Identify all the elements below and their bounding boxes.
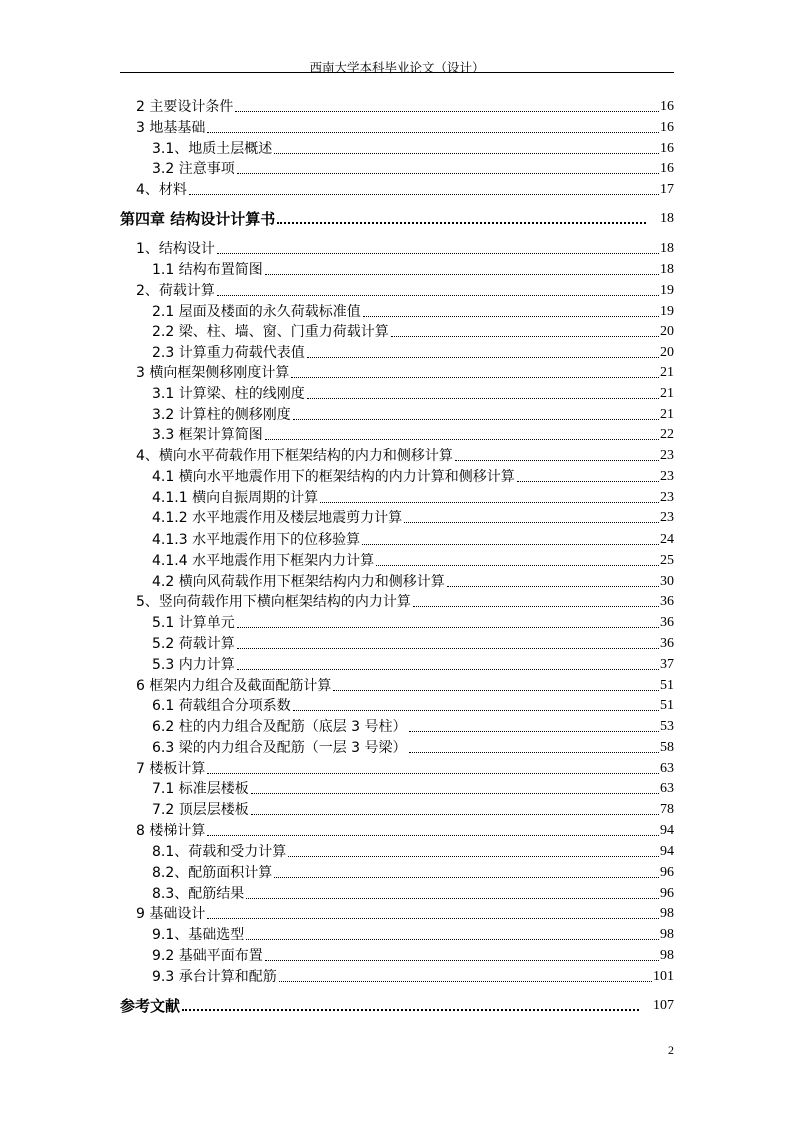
- toc-entry-page: 96: [660, 865, 674, 880]
- toc-entry-title: 3.2 注意事项: [152, 161, 235, 177]
- toc-entry-title: 6 框架内力组合及截面配筋计算: [136, 678, 332, 694]
- toc-entry-page: 98: [660, 948, 674, 963]
- toc-entry[interactable]: [152, 552, 674, 570]
- toc-entry[interactable]: [152, 261, 674, 279]
- toc-entry-page: 18: [660, 262, 674, 277]
- toc-entry[interactable]: [152, 344, 674, 362]
- toc-leader-dots: [207, 918, 659, 919]
- toc-entry-title: 9.3 承台计算和配筋: [152, 969, 277, 985]
- toc-entry-page: 25: [660, 553, 674, 568]
- toc-entry-title: 4.1.2 水平地震作用及楼层地震剪力计算: [152, 510, 403, 526]
- toc-entry[interactable]: [152, 968, 674, 986]
- toc-leader-dots: [237, 627, 659, 628]
- toc-entry-title: 3.1 计算梁、柱的线刚度: [152, 386, 305, 402]
- toc-entry-page: 98: [660, 927, 674, 942]
- toc-entry[interactable]: [136, 593, 674, 611]
- toc-entry-title: 3.2 计算柱的侧移刚度: [152, 407, 291, 423]
- toc-leader-dots: [307, 398, 659, 399]
- toc-entry[interactable]: [152, 739, 674, 757]
- toc-entry-page: 30: [660, 574, 674, 589]
- toc-entry-title: 7 楼板计算: [136, 761, 206, 777]
- toc-leader-dots: [274, 153, 659, 154]
- toc-entry-page: 24: [660, 532, 674, 547]
- toc-entry-title: 2.3 计算重力荷载代表值: [152, 345, 305, 361]
- toc-entry-title: 8 楼梯计算: [136, 823, 206, 839]
- toc-entry-title: 8.2、配筋面积计算: [152, 865, 273, 881]
- toc-entry-page: 36: [660, 594, 674, 609]
- toc-leader-dots: [447, 586, 659, 587]
- toc-entry-page: 19: [660, 304, 674, 319]
- toc-entry-title: 5.1 计算单元: [152, 615, 235, 631]
- toc-leader-dots: [288, 856, 659, 857]
- toc-entry-title: 2.2 梁、柱、墙、窗、门重力荷载计算: [152, 324, 389, 340]
- toc-entry-page: 21: [660, 365, 674, 380]
- toc-entry-page: 20: [660, 324, 674, 339]
- toc-entry-page: 36: [660, 636, 674, 651]
- toc-leader-dots: [277, 222, 646, 224]
- toc-entry-title: 2.1 屋面及楼面的永久荷载标准值: [152, 304, 361, 320]
- toc-entry[interactable]: [152, 697, 674, 715]
- toc-entry-title: 9.1、基础选型: [152, 927, 245, 943]
- toc-leader-dots: [391, 336, 659, 337]
- toc-entry-page: 63: [660, 761, 674, 776]
- toc-leader-dots: [279, 981, 652, 982]
- toc-leader-dots: [237, 173, 659, 174]
- toc-entry-title: 5.3 内力计算: [152, 657, 235, 673]
- toc-entry-page: 37: [660, 657, 674, 672]
- toc-leader-dots: [235, 111, 659, 112]
- toc-leader-dots: [333, 690, 659, 691]
- toc-leader-dots: [182, 1009, 639, 1011]
- toc-entry-title: 参考文献: [120, 997, 181, 1015]
- toc-entry[interactable]: [152, 926, 674, 944]
- toc-leader-dots: [404, 522, 659, 523]
- toc-leader-dots: [293, 710, 659, 711]
- toc-entry-page: 22: [660, 427, 674, 442]
- toc-entry-page: 23: [660, 490, 674, 505]
- toc-entry-page: 20: [660, 345, 674, 360]
- toc-entry-page: 94: [660, 823, 674, 838]
- toc-entry-page: 16: [660, 120, 674, 135]
- toc-entry-title: 3.3 框架计算简图: [152, 427, 263, 443]
- toc-entry[interactable]: [152, 385, 674, 403]
- toc-entry[interactable]: [152, 426, 674, 444]
- toc-entry-page: 16: [660, 99, 674, 114]
- toc-entry-page: 101: [653, 969, 674, 984]
- toc-entry[interactable]: [152, 843, 674, 861]
- toc-entry[interactable]: [152, 160, 674, 178]
- toc-leader-dots: [265, 960, 659, 961]
- toc-entry-page: 51: [660, 698, 674, 713]
- toc-entry-page: 16: [660, 161, 674, 176]
- toc-entry-page: 17: [660, 182, 674, 197]
- toc-entry-title: 5.2 荷载计算: [152, 636, 235, 652]
- toc-entry-title: 7.2 顶层层楼板: [152, 802, 249, 818]
- toc-entry-page: 23: [660, 469, 674, 484]
- toc-entry[interactable]: [136, 282, 674, 300]
- toc-entry-page: 96: [660, 886, 674, 901]
- toc-entry-title: 5、竖向荷载作用下横向框架结构的内力计算: [136, 594, 411, 610]
- toc-entry[interactable]: [136, 119, 674, 137]
- toc-entry-page: 98: [660, 906, 674, 921]
- toc-entry[interactable]: [152, 468, 674, 486]
- toc-entry[interactable]: [152, 947, 674, 965]
- toc-leader-dots: [291, 377, 659, 378]
- toc-entry-title: 6.2 柱的内力组合及配筋（底层 3 号柱）: [152, 719, 407, 735]
- toc-leader-dots: [207, 132, 659, 133]
- toc-entry-title: 第四章 结构设计计算书: [120, 210, 276, 228]
- toc-entry-title: 6.3 梁的内力组合及配筋（一层 3 号梁）: [152, 740, 407, 756]
- toc-entry[interactable]: [152, 864, 674, 882]
- toc-leader-dots: [217, 253, 659, 254]
- toc-entry-title: 4、材料: [136, 182, 187, 198]
- toc-leader-dots: [251, 814, 659, 815]
- toc-leader-dots: [217, 295, 659, 296]
- toc-leader-dots: [265, 439, 659, 440]
- toc-entry[interactable]: [136, 677, 674, 695]
- toc-entry-title: 9 基础设计: [136, 906, 206, 922]
- toc-entry-title: 7.1 标准层楼板: [152, 781, 249, 797]
- toc-entry-title: 6.1 荷载组合分项系数: [152, 698, 291, 714]
- toc-leader-dots: [455, 460, 659, 461]
- toc-entry[interactable]: [152, 614, 674, 632]
- toc-leader-dots: [409, 731, 659, 732]
- toc-entry-page: 21: [660, 386, 674, 401]
- toc-entry-title: 8.3、配筋结果: [152, 886, 245, 902]
- toc-leader-dots: [293, 419, 659, 420]
- toc-entry-title: 4、横向水平荷载作用下框架结构的内力和侧移计算: [136, 448, 453, 464]
- page-number: 2: [668, 1043, 674, 1057]
- toc-entry[interactable]: [152, 140, 674, 158]
- toc-entry[interactable]: [136, 905, 674, 923]
- toc-leader-dots: [251, 793, 659, 794]
- toc-entry-page: 16: [660, 141, 674, 156]
- toc-entry-page: 23: [660, 510, 674, 525]
- toc-entry[interactable]: [152, 406, 674, 424]
- toc-entry-page: 63: [660, 781, 674, 796]
- toc-entry-title: 9.2 基础平面布置: [152, 948, 263, 964]
- toc-entry-title: 4.1.3 水平地震作用下的位移验算: [152, 532, 361, 548]
- toc-leader-dots: [207, 773, 659, 774]
- toc-entry[interactable]: [152, 780, 674, 798]
- toc-entry[interactable]: [152, 573, 674, 591]
- toc-entry[interactable]: [152, 885, 674, 903]
- toc-entry-title: 4.1 横向水平地震作用下的框架结构的内力计算和侧移计算: [152, 469, 515, 485]
- page-header-title: 西南大学本科毕业论文（设计）: [309, 60, 485, 75]
- toc-entry[interactable]: [152, 303, 674, 321]
- toc-leader-dots: [362, 544, 659, 545]
- toc-leader-dots: [409, 752, 659, 753]
- toc-entry[interactable]: [152, 323, 674, 341]
- toc-entry-page: 18: [660, 211, 674, 226]
- toc-entry-title: 4.1.1 横向自振周期的计算: [152, 490, 319, 506]
- toc-entry[interactable]: [136, 181, 674, 199]
- toc-entry[interactable]: [152, 718, 674, 736]
- toc-entry-title: 8.1、荷载和受力计算: [152, 844, 287, 860]
- toc-leader-dots: [517, 481, 659, 482]
- toc-leader-dots: [246, 898, 659, 899]
- toc-entry-title: 1.1 结构布置简图: [152, 262, 263, 278]
- toc-entry[interactable]: [152, 489, 674, 507]
- toc-chapter-entry[interactable]: [120, 997, 674, 1015]
- toc-entry[interactable]: [152, 801, 674, 819]
- toc-entry[interactable]: [136, 364, 674, 382]
- toc-entry-page: 19: [660, 283, 674, 298]
- toc-entry[interactable]: [152, 531, 674, 549]
- toc-leader-dots: [363, 316, 659, 317]
- toc-entry-page: 78: [660, 802, 674, 817]
- toc-entry[interactable]: [136, 760, 674, 778]
- toc-entry-title: 4.1.4 水平地震作用下框架内力计算: [152, 553, 375, 569]
- toc-entry-title: 3 横向框架侧移刚度计算: [136, 365, 290, 381]
- toc-entry-page: 94: [660, 844, 674, 859]
- toc-entry[interactable]: [152, 656, 674, 674]
- toc-entry[interactable]: [136, 98, 674, 116]
- toc-leader-dots: [207, 835, 659, 836]
- toc-entry-page: 51: [660, 678, 674, 693]
- toc-entry[interactable]: [152, 509, 674, 527]
- toc-entry-title: 3 地基基础: [136, 120, 206, 136]
- toc-entry[interactable]: [136, 447, 674, 465]
- toc-entry-page: 36: [660, 615, 674, 630]
- toc-chapter-entry[interactable]: [120, 210, 674, 228]
- toc-leader-dots: [246, 939, 659, 940]
- toc-entry[interactable]: [152, 635, 674, 653]
- toc-entry-page: 58: [660, 740, 674, 755]
- toc-entry-title: 1、结构设计: [136, 241, 215, 257]
- toc-leader-dots: [376, 565, 659, 566]
- toc-entry-title: 2、荷载计算: [136, 283, 215, 299]
- toc-leader-dots: [274, 877, 659, 878]
- toc-entry-title: 2 主要设计条件: [136, 99, 234, 115]
- toc-entry-page: 21: [660, 407, 674, 422]
- toc-entry-page: 18: [660, 241, 674, 256]
- toc-entry[interactable]: [136, 240, 674, 258]
- toc-leader-dots: [237, 669, 659, 670]
- toc-entry[interactable]: [136, 822, 674, 840]
- toc-leader-dots: [307, 357, 659, 358]
- toc-entry-title: 3.1、地质土层概述: [152, 141, 273, 157]
- toc-leader-dots: [413, 606, 659, 607]
- toc-leader-dots: [265, 274, 659, 275]
- toc-entry-page: 23: [660, 448, 674, 463]
- toc-leader-dots: [237, 648, 659, 649]
- toc-leader-dots: [189, 194, 659, 195]
- toc-entry-title: 4.2 横向风荷载作用下框架结构内力和侧移计算: [152, 574, 445, 590]
- toc-entry-page: 53: [660, 719, 674, 734]
- toc-entry-page: 107: [653, 998, 674, 1013]
- toc-leader-dots: [320, 502, 659, 503]
